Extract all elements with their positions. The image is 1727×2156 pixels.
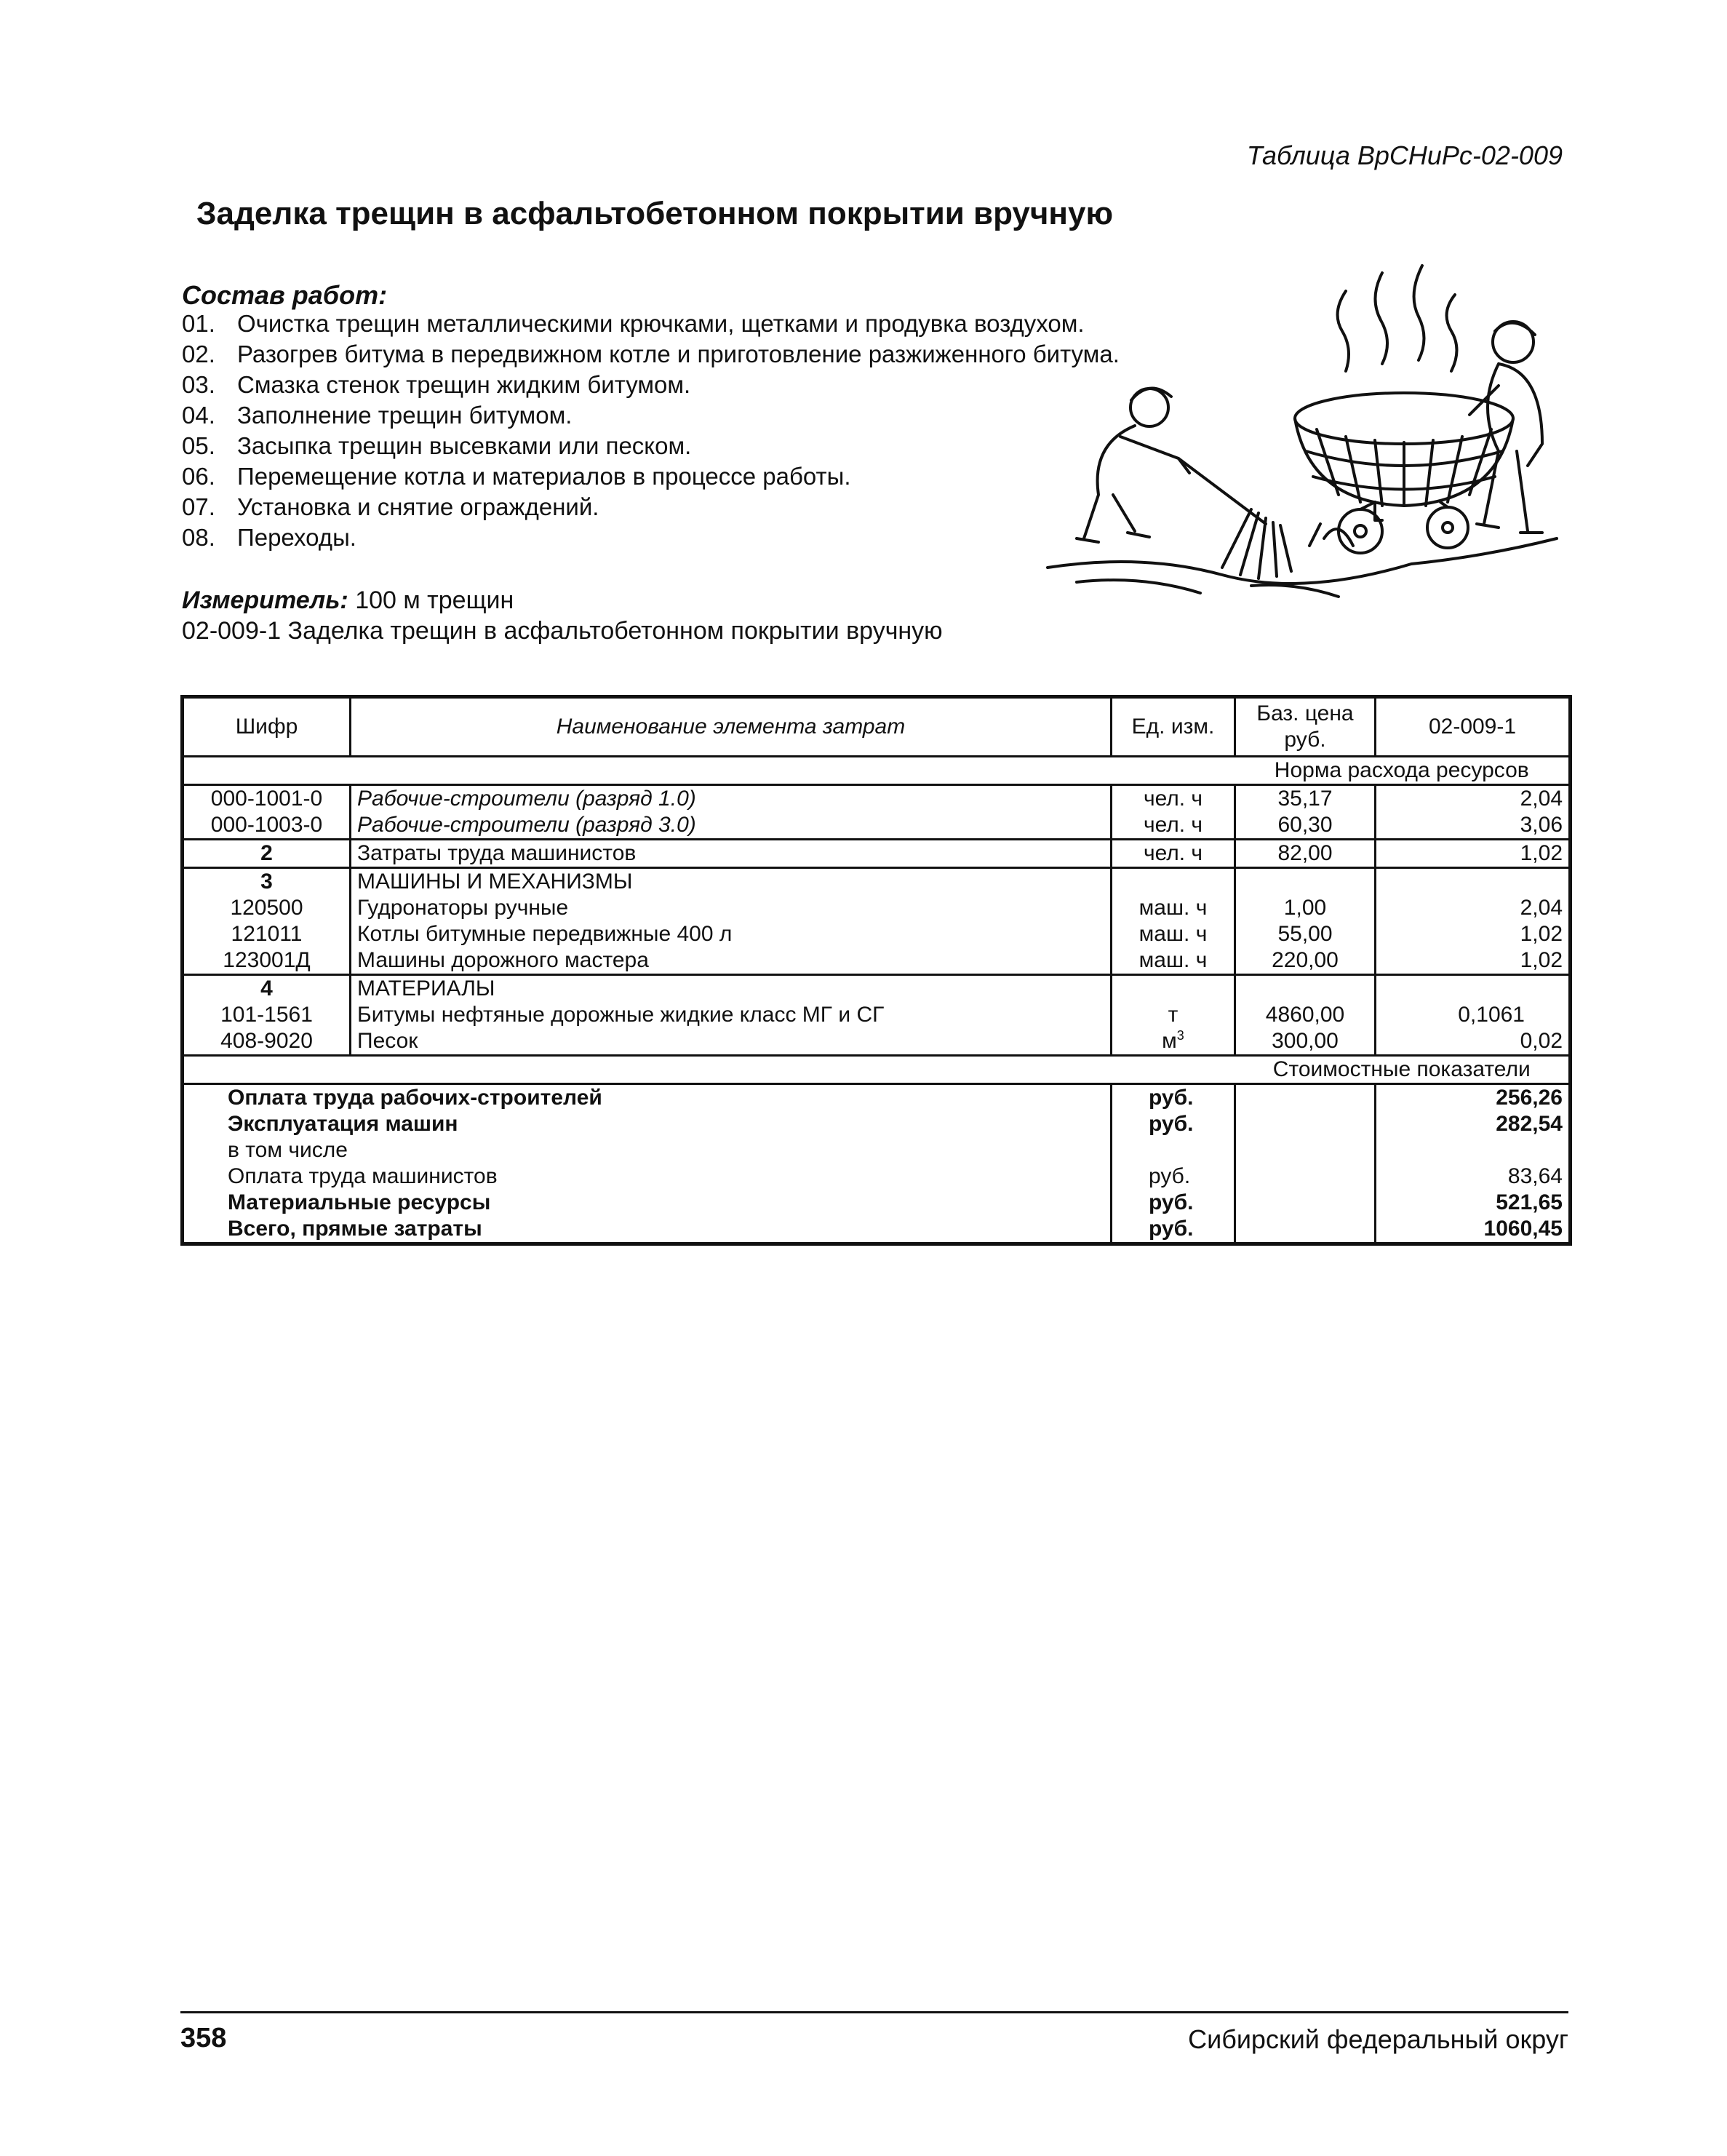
header-name: Наименование элемента затрат — [351, 697, 1112, 757]
group-title: МАТЕРИАЛЫ — [351, 975, 1112, 1003]
row-value: 1,02 — [1376, 947, 1571, 975]
work-item-number: 05. — [182, 432, 215, 459]
work-item-number: 07. — [182, 493, 215, 520]
cost-table — [180, 695, 1572, 1246]
row-code: 123001Д — [183, 947, 351, 975]
work-item — [182, 339, 1171, 370]
row-name: Затраты труда машинистов — [351, 840, 1112, 868]
row-unit: чел. ч — [1112, 840, 1235, 868]
work-item-number: 08. — [182, 524, 215, 551]
work-item-text: Переходы. — [237, 524, 356, 551]
work-item-text: Смазка стенок трещин жидким битумом. — [237, 371, 691, 398]
work-item-text: Установка и снятие ограждений. — [237, 493, 599, 520]
group-title: МАШИНЫ И МЕХАНИЗМЫ — [351, 868, 1112, 896]
total-unit: руб. — [1112, 1163, 1235, 1190]
row-price: 220,00 — [1235, 947, 1376, 975]
work-item-text: Заполнение трещин битумом. — [237, 402, 573, 429]
work-item-text: Очистка трещин металлическими крючками, щетками и продувка воздухом. — [237, 310, 1085, 337]
total-unit: руб. — [1112, 1111, 1235, 1137]
total-unit — [1112, 1137, 1235, 1163]
row-code: 121011 — [183, 921, 351, 947]
row-name: Рабочие-строители (разряд 1.0) — [351, 785, 1112, 813]
work-list — [182, 309, 1171, 553]
table-row — [183, 895, 1571, 921]
work-item-number: 01. — [182, 310, 215, 337]
work-item-text: Разогрев битума в передвижном котле и приготовление разжиженного битума. — [237, 341, 1120, 367]
row-price: 300,00 — [1235, 1028, 1376, 1056]
row-code: 000-1003-0 — [183, 812, 351, 840]
table-header-row — [183, 697, 1571, 757]
page-number: 358 — [180, 2023, 227, 2053]
total-label: Оплата труда рабочих-строителей — [183, 1084, 1112, 1112]
group-row — [183, 868, 1571, 896]
total-label: в том числе — [183, 1137, 1112, 1163]
total-value — [1376, 1137, 1571, 1163]
table-row — [183, 785, 1571, 813]
row-unit: маш. ч — [1112, 921, 1235, 947]
total-value: 256,26 — [1376, 1084, 1571, 1112]
row-code: 000-1001-0 — [183, 785, 351, 813]
row-price: 4860,00 — [1235, 1002, 1376, 1028]
work-item — [182, 400, 1171, 431]
row-value: 2,04 — [1376, 895, 1571, 921]
table-row — [183, 1028, 1571, 1056]
row-code: 120500 — [183, 895, 351, 921]
work-item — [182, 370, 1171, 400]
row-price: 55,00 — [1235, 921, 1376, 947]
total-value: 282,54 — [1376, 1111, 1571, 1137]
row-code: 2 — [183, 840, 351, 868]
table-row — [183, 840, 1571, 868]
row-value: 1,02 — [1376, 921, 1571, 947]
total-value: 83,64 — [1376, 1163, 1571, 1190]
group-row — [183, 975, 1571, 1003]
table-code: Таблица ВрСНиРс-02-009 — [1246, 140, 1563, 170]
work-item-text: Засыпка трещин высевками или песком. — [237, 432, 692, 459]
page-title: Заделка трещин в асфальтобетонном покрытии вручную — [196, 196, 1114, 231]
row-value: 0,1061 — [1376, 1002, 1571, 1028]
unit-text: м — [1162, 1029, 1177, 1053]
table-row — [183, 921, 1571, 947]
header-price: Баз. цена руб. — [1235, 697, 1376, 757]
work-item — [182, 461, 1171, 492]
total-row — [183, 1190, 1571, 1216]
row-name: Битумы нефтяные дорожные жидкие класс МГ и СГ — [351, 1002, 1112, 1028]
row-value: 0,02 — [1376, 1028, 1571, 1056]
header-unit: Ед. изм. — [1112, 697, 1235, 757]
composition-heading: Состав работ: — [182, 280, 388, 310]
total-unit: руб. — [1112, 1084, 1235, 1112]
footer-region: Сибирский федеральный округ — [1188, 2024, 1568, 2054]
work-item — [182, 492, 1171, 522]
row-value: 1,02 — [1376, 840, 1571, 868]
row-unit: чел. ч — [1112, 812, 1235, 840]
total-label: Всего, прямые затраты — [183, 1216, 1112, 1244]
cost-section-row — [183, 1056, 1571, 1084]
total-row — [183, 1084, 1571, 1112]
group-code: 3 — [183, 868, 351, 896]
cost-section-label: Стоимостные показатели — [1235, 1056, 1571, 1084]
work-item-number: 06. — [182, 463, 215, 490]
row-value: 3,06 — [1376, 812, 1571, 840]
header-code: Шифр — [183, 697, 351, 757]
total-value: 521,65 — [1376, 1190, 1571, 1216]
row-unit: чел. ч — [1112, 785, 1235, 813]
meter-label: Измеритель: — [182, 586, 348, 614]
total-row — [183, 1111, 1571, 1137]
row-value: 2,04 — [1376, 785, 1571, 813]
meter — [182, 585, 514, 616]
work-item-number: 03. — [182, 371, 215, 398]
row-price: 35,17 — [1235, 785, 1376, 813]
group-code: 4 — [183, 975, 351, 1003]
section-subtitle: 02-009-1 Заделка трещин в асфальтобетонном покрытии вручную — [182, 617, 943, 645]
row-price: 60,30 — [1235, 812, 1376, 840]
row-unit: маш. ч — [1112, 947, 1235, 975]
total-row — [183, 1163, 1571, 1190]
total-label: Материальные ресурсы — [183, 1190, 1112, 1216]
total-row — [183, 1216, 1571, 1244]
unit-exponent: 3 — [1176, 1028, 1184, 1043]
work-item — [182, 522, 1171, 553]
total-unit: руб. — [1112, 1216, 1235, 1244]
table-row — [183, 812, 1571, 840]
row-code: 408-9020 — [183, 1028, 351, 1056]
header-rate: 02-009-1 — [1376, 697, 1571, 757]
row-price: 1,00 — [1235, 895, 1376, 921]
norm-section-row — [183, 757, 1571, 785]
table-row — [183, 1002, 1571, 1028]
work-item-text: Перемещение котла и материалов в процессе работы. — [237, 463, 851, 490]
row-unit — [1112, 1028, 1235, 1056]
row-price: 82,00 — [1235, 840, 1376, 868]
row-name: Песок — [351, 1028, 1112, 1056]
total-row — [183, 1137, 1571, 1163]
row-name: Машины дорожного мастера — [351, 947, 1112, 975]
work-item — [182, 309, 1171, 339]
total-unit: руб. — [1112, 1190, 1235, 1216]
work-item-number: 04. — [182, 402, 215, 429]
row-name: Рабочие-строители (разряд 3.0) — [351, 812, 1112, 840]
total-value: 1060,45 — [1376, 1216, 1571, 1244]
total-label: Оплата труда машинистов — [183, 1163, 1112, 1190]
meter-value: 100 м трещин — [355, 586, 514, 614]
footer-divider — [180, 2011, 1568, 2013]
row-unit: маш. ч — [1112, 895, 1235, 921]
total-label: Эксплуатация машин — [183, 1111, 1112, 1137]
table-row — [183, 947, 1571, 975]
workers-illustration — [1033, 262, 1571, 604]
work-item-number: 02. — [182, 341, 215, 367]
norm-section-label: Норма расхода ресурсов — [1235, 757, 1571, 785]
work-item — [182, 431, 1171, 461]
row-name: Котлы битумные передвижные 400 л — [351, 921, 1112, 947]
row-name: Гудронаторы ручные — [351, 895, 1112, 921]
row-code: 101-1561 — [183, 1002, 351, 1028]
row-unit: т — [1112, 1002, 1235, 1028]
